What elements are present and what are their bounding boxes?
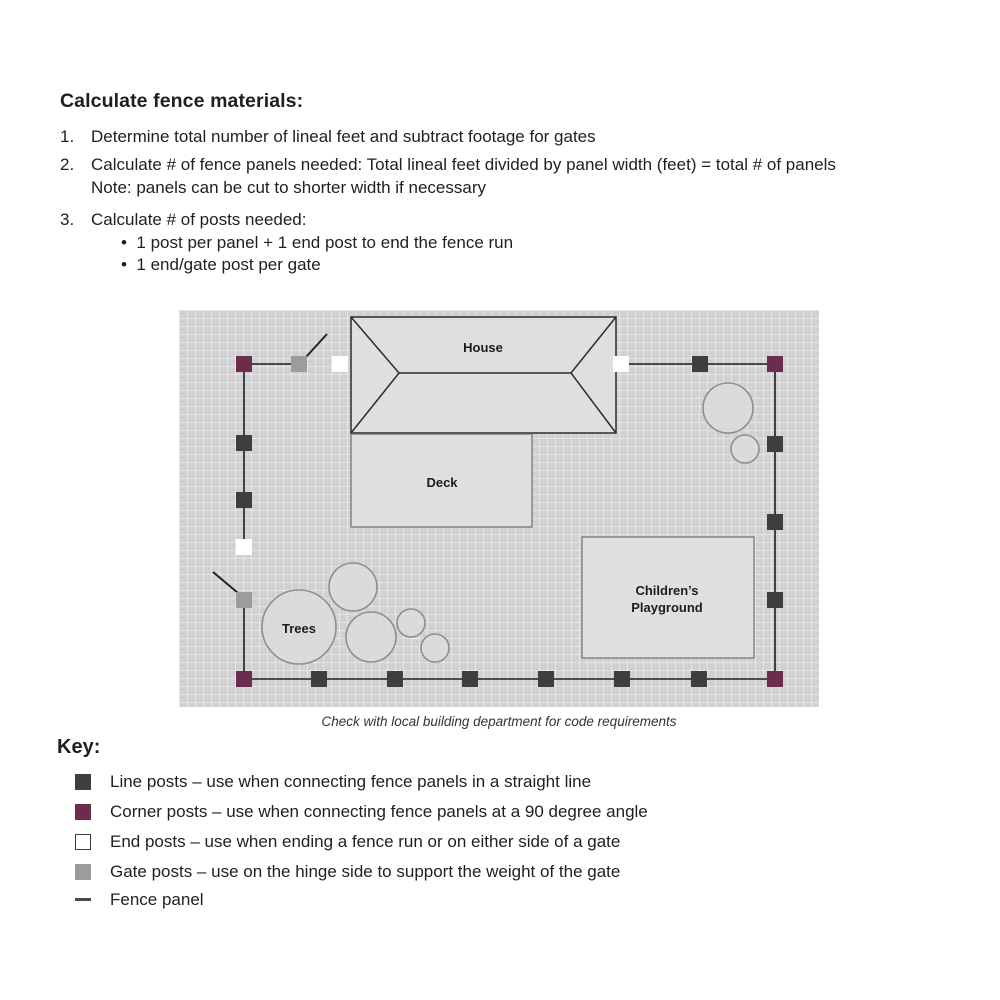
house-label: House bbox=[463, 340, 503, 355]
line-post bbox=[387, 671, 403, 687]
corner-post bbox=[767, 356, 783, 372]
house bbox=[351, 317, 616, 433]
end-post bbox=[236, 539, 252, 555]
key-item-label: Gate posts – use on the hinge side to support the weight of the gate bbox=[110, 862, 621, 881]
site-plan-svg bbox=[179, 310, 819, 707]
end-post bbox=[613, 356, 629, 372]
bullet-text: 1 end/gate post per gate bbox=[136, 255, 321, 274]
step-text bbox=[91, 154, 836, 199]
playground-label-line1: Children’s bbox=[635, 583, 699, 598]
instruction-step-2 bbox=[60, 154, 836, 199]
key-item-gate-posts bbox=[75, 863, 620, 881]
key-item-label: End posts – use when ending a fence run or on either side of a gate bbox=[110, 832, 621, 851]
key-heading: Key: bbox=[57, 736, 101, 758]
line-post bbox=[691, 671, 707, 687]
trees-label: Trees bbox=[282, 621, 316, 636]
corner-post bbox=[767, 671, 783, 687]
line-post bbox=[311, 671, 327, 687]
corner-post-swatch bbox=[75, 804, 91, 820]
tree-circle bbox=[346, 612, 396, 662]
deck-label: Deck bbox=[426, 475, 458, 490]
step-3-bullet-2 bbox=[121, 254, 321, 276]
step-text: Calculate # of posts needed: bbox=[91, 210, 307, 229]
corner-post bbox=[236, 356, 252, 372]
step-text: Determine total number of lineal feet and subtract footage for gates bbox=[91, 127, 596, 146]
line-post bbox=[236, 435, 252, 451]
tree-circle bbox=[703, 383, 753, 433]
bullet-text: 1 post per panel + 1 end post to end the fence run bbox=[136, 233, 514, 252]
diagram-caption: Check with local building department for code requirements bbox=[321, 714, 677, 729]
end-post-swatch bbox=[75, 834, 91, 850]
step-3-bullet-1 bbox=[121, 232, 513, 254]
gate-swing-left bbox=[213, 572, 238, 593]
key-item-label: Corner posts – use when connecting fence panels at a 90 degree angle bbox=[110, 802, 648, 821]
house-outline bbox=[351, 317, 616, 433]
end-post bbox=[332, 356, 348, 372]
instruction-step-3 bbox=[60, 209, 306, 232]
page-title: Calculate fence materials: bbox=[60, 90, 304, 112]
key-item-fence-panel bbox=[75, 891, 204, 909]
tree-circle bbox=[397, 609, 425, 637]
line-post-swatch bbox=[75, 774, 91, 790]
step-number: 2. bbox=[60, 155, 75, 174]
key-item-label: Fence panel bbox=[110, 890, 204, 909]
key-item-label: Line posts – use when connecting fence panels in a straight line bbox=[110, 772, 592, 791]
deck bbox=[351, 434, 532, 527]
line-post bbox=[767, 436, 783, 452]
line-post bbox=[767, 592, 783, 608]
line-post bbox=[614, 671, 630, 687]
gate-post bbox=[291, 356, 307, 372]
site-plan-diagram bbox=[179, 310, 819, 707]
step-number: 1. bbox=[60, 127, 75, 146]
line-post bbox=[692, 356, 708, 372]
step-note: Note: panels can be cut to shorter width if necessary bbox=[91, 177, 486, 197]
gate-post-swatch bbox=[75, 864, 91, 880]
step-number: 3. bbox=[60, 210, 75, 229]
line-post bbox=[767, 514, 783, 530]
key-item-end-posts bbox=[75, 833, 620, 851]
playground bbox=[582, 537, 754, 658]
playground-label-line2: Playground bbox=[631, 600, 703, 615]
tree-circle bbox=[329, 563, 377, 611]
fence-panel-swatch bbox=[75, 892, 91, 908]
tree-circle bbox=[421, 634, 449, 662]
tree-circle bbox=[731, 435, 759, 463]
gate-swing-lines bbox=[213, 334, 327, 593]
step-text-line: Calculate # of fence panels needed: Total lineal feet divided by panel width (feet) = total # of panels bbox=[91, 155, 836, 174]
gate-swing-top bbox=[306, 334, 327, 357]
key-item-corner-posts bbox=[75, 803, 648, 821]
gate-post bbox=[236, 592, 252, 608]
corner-post bbox=[236, 671, 252, 687]
key-item-line-posts bbox=[75, 773, 591, 791]
instruction-step-1 bbox=[60, 126, 596, 149]
line-post bbox=[236, 492, 252, 508]
line-post bbox=[462, 671, 478, 687]
line-post bbox=[538, 671, 554, 687]
